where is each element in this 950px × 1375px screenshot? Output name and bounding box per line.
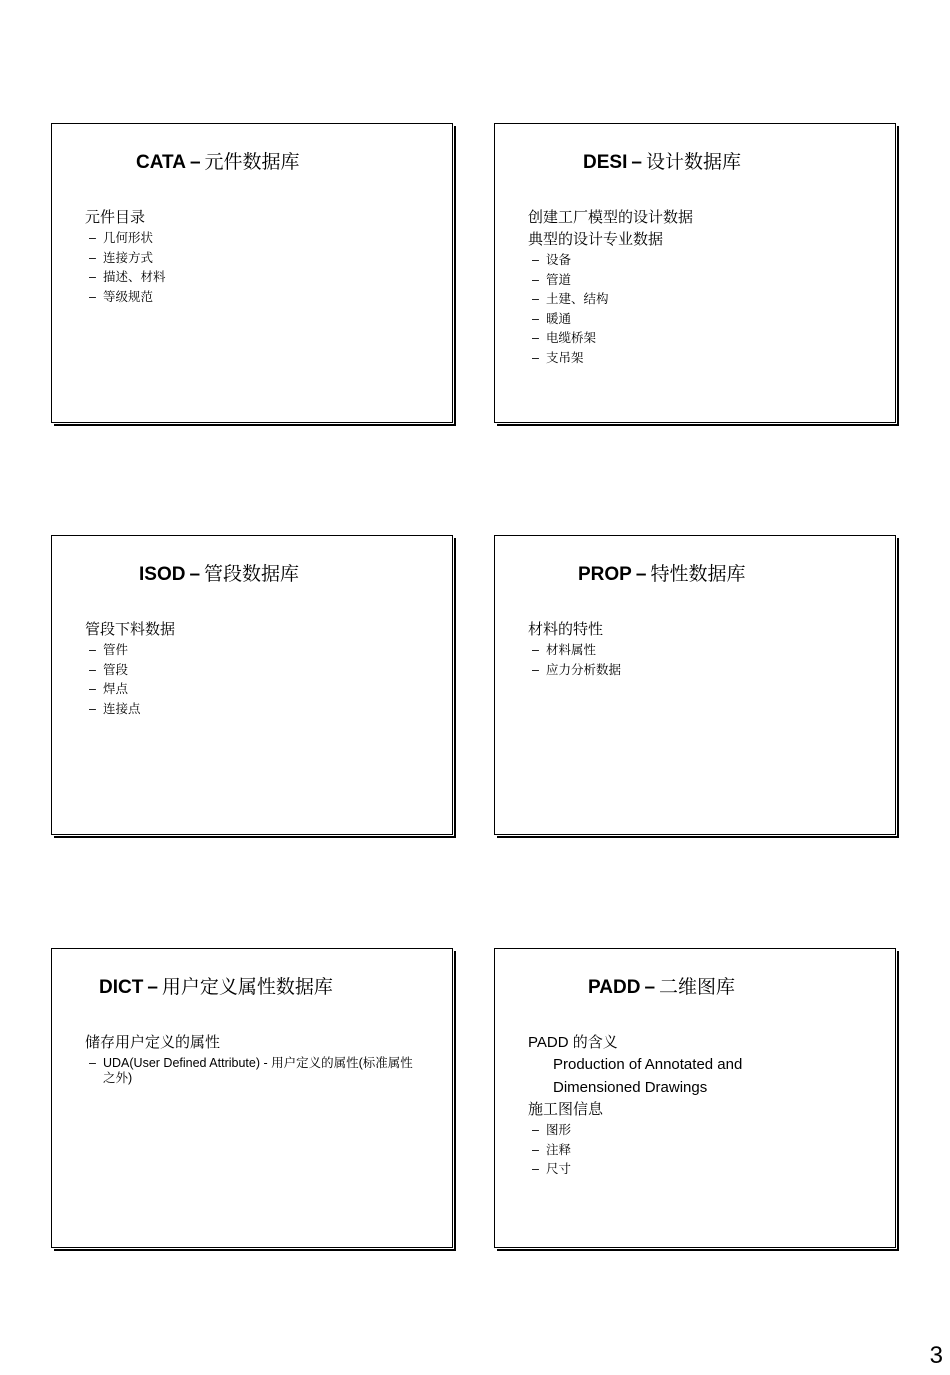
bullet-heading: PADD 的含义 <box>528 1034 618 1051</box>
list-item: – 焊点 <box>89 682 129 696</box>
title-dash: – <box>189 152 201 173</box>
title-dash: – <box>635 564 647 585</box>
list-item: – 设备 <box>532 253 572 267</box>
indented-line: Production of Annotated and <box>553 1056 743 1073</box>
title-code: PADD <box>588 977 641 998</box>
title-dash: – <box>644 977 656 998</box>
slide-body <box>85 619 428 721</box>
slide-title <box>52 563 539 587</box>
bullet-heading: 储存用户定义的属性 <box>85 1034 221 1051</box>
sub-list <box>85 1054 428 1085</box>
slide-title <box>52 976 499 1000</box>
slide-isod <box>51 535 453 835</box>
slide-padd <box>494 948 896 1248</box>
list-item: – 连接点 <box>89 701 141 716</box>
list-item: – 管道 <box>532 272 572 287</box>
title-description: 管段数据库 <box>204 564 300 585</box>
title-code: CATA <box>136 152 186 173</box>
title-dash: – <box>147 977 158 998</box>
list-item: – 材料属性 <box>532 643 597 657</box>
sub-list <box>528 641 871 680</box>
title-description: 设计数据库 <box>645 152 741 173</box>
slide-body <box>85 1032 428 1087</box>
slide-prop <box>494 535 896 835</box>
sub-list <box>528 1121 871 1180</box>
title-description: 特性数据库 <box>650 564 746 585</box>
list-item: – 尺寸 <box>532 1162 572 1176</box>
bullet-heading: 创建工厂模型的设计数据 <box>528 209 694 226</box>
slide-body <box>528 1032 871 1182</box>
list-item: – 管件 <box>89 643 129 657</box>
indented-line: Dimensioned Drawings <box>553 1078 708 1096</box>
slide-title <box>495 151 950 175</box>
list-item: – 应力分析数据 <box>532 662 622 677</box>
slide-body <box>528 207 871 370</box>
slide-desi <box>494 123 896 423</box>
slide-title <box>495 563 950 587</box>
bullet-heading: 典型的设计专业数据 <box>528 231 664 248</box>
list-item: – 管段 <box>89 662 129 677</box>
page-number: 3 <box>929 1342 943 1369</box>
slide-title <box>52 151 536 175</box>
list-item: – 电缆桥架 <box>532 331 597 345</box>
list-item: – 连接方式 <box>89 250 154 265</box>
title-code: DESI <box>583 152 628 173</box>
title-description: 元件数据库 <box>204 152 300 173</box>
list-item: – 支吊架 <box>532 350 584 365</box>
title-dash: – <box>631 152 642 173</box>
slide-dict <box>51 948 453 1248</box>
title-description: 二维图库 <box>659 977 736 998</box>
list-item: – 注释 <box>532 1142 572 1157</box>
list-item: – 几何形状 <box>89 231 154 245</box>
slide-body <box>528 619 871 682</box>
title-code: PROP <box>578 564 632 585</box>
list-item: – 描述、材料 <box>89 270 166 284</box>
bullet-heading: 元件目录 <box>85 209 146 226</box>
sub-list <box>85 229 428 307</box>
list-item: – UDA(User Defined Attribute) - 用户定义的属性(标准属性之外) <box>89 1056 413 1085</box>
list-item: – 等级规范 <box>89 289 154 304</box>
title-description: 用户定义属性数据库 <box>161 977 333 998</box>
title-code: DICT <box>99 977 144 998</box>
slide-body <box>85 207 428 309</box>
sub-list <box>528 251 871 368</box>
list-item: – 暖通 <box>532 311 572 326</box>
slide-title <box>495 976 950 1000</box>
title-code: ISOD <box>139 564 186 585</box>
title-dash: – <box>189 564 201 585</box>
bullet-heading: 施工图信息 <box>528 1101 604 1118</box>
slide-cata <box>51 123 453 423</box>
bullet-heading: 管段下料数据 <box>85 621 176 638</box>
bullet-heading: 材料的特性 <box>528 621 604 638</box>
sub-list <box>85 641 428 719</box>
list-item: – 土建、结构 <box>532 292 609 306</box>
list-item: – 图形 <box>532 1123 572 1137</box>
